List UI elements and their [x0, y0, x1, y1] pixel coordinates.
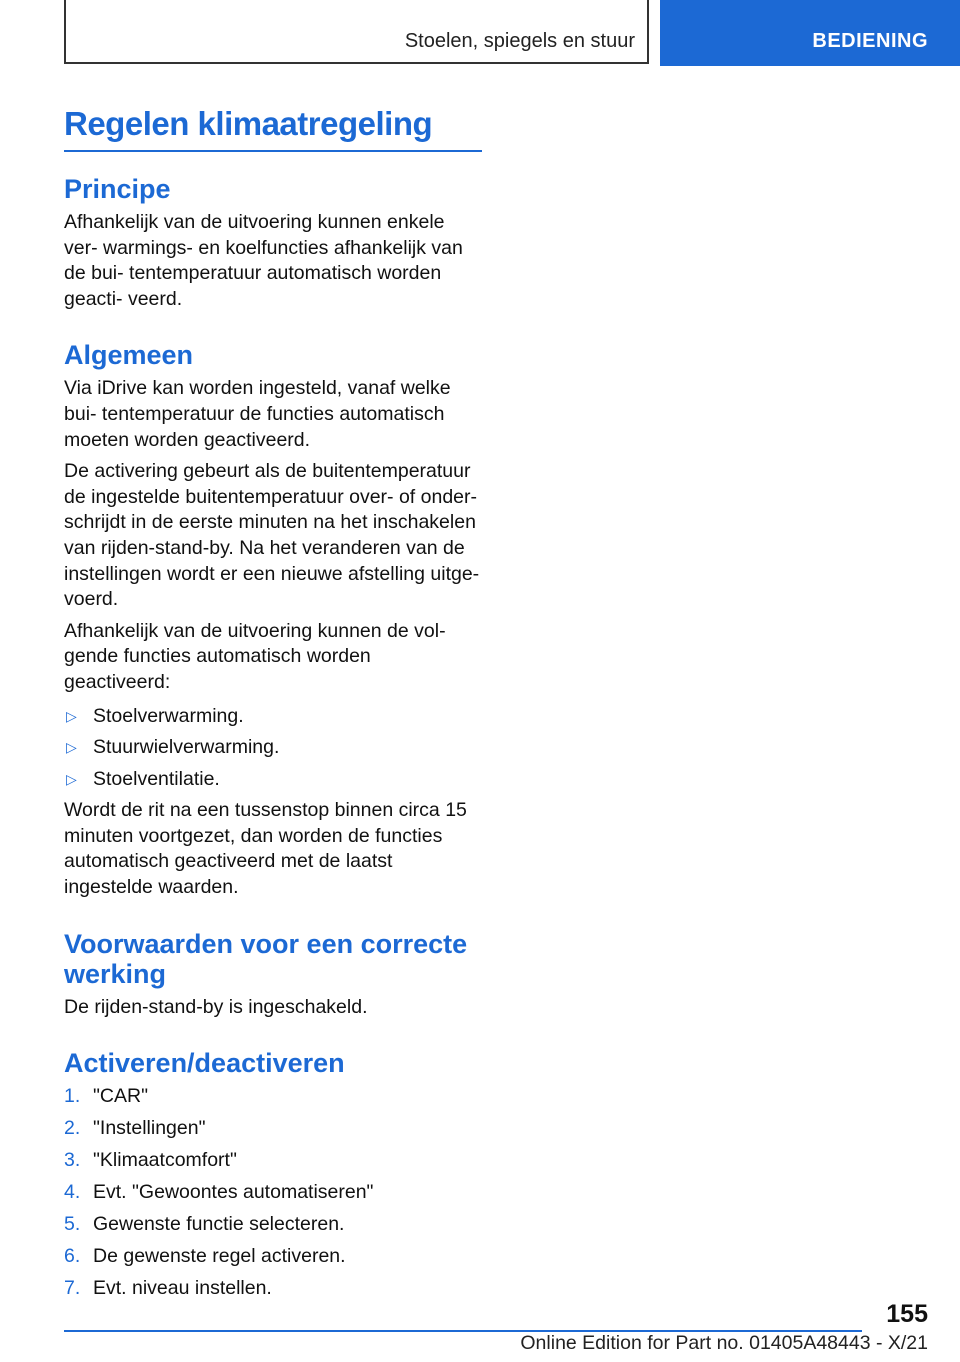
- section-title: BEDIENING: [812, 30, 928, 52]
- footer-edition: Online Edition for Part no. 01405A48443 - X/21: [520, 1332, 928, 1354]
- step-number: 1.: [64, 1085, 81, 1108]
- step-number: 6.: [64, 1245, 81, 1268]
- chapter-title: Stoelen, spiegels en stuur: [404, 30, 635, 52]
- paragraph: De activering gebeurt als de buitentemperatuur de ingestelde buitentemperatuur over- of onder- schrijdt in de eerste minuten na het inschakelen van rijden-stand-by. Na het veranderen van de instellingen wordt er een nieuwe afstelling uitge- voerd.: [64, 460, 480, 611]
- page-number: 155: [886, 1300, 928, 1328]
- function-list: [64, 704, 482, 793]
- paragraph: De rijden-stand-by is ingeschakeld.: [64, 995, 368, 1018]
- section-algemeen: [64, 340, 482, 900]
- page-title: Regelen klimaatregeling: [64, 105, 433, 142]
- header-chapter-box: [64, 0, 649, 64]
- section-activeren: [64, 1048, 482, 1302]
- step-item: 7. Evt. niveau instellen.: [64, 1276, 482, 1302]
- list-item: ▷ Stoelventilatie.: [64, 767, 482, 793]
- title-divider: [64, 150, 482, 152]
- main-content: [64, 104, 482, 1308]
- heading-algemeen: Algemeen: [64, 340, 194, 371]
- step-item: 4. Evt. "Gewoontes automatiseren": [64, 1180, 482, 1206]
- step-number: 2.: [64, 1117, 81, 1140]
- list-item: ▷ Stuurwielverwarming.: [64, 735, 482, 761]
- triangle-bullet-icon: ▷: [66, 770, 77, 787]
- paragraph: Via iDrive kan worden ingesteld, vanaf welke bui- tentemperatuur de functies automatisch moeten worden geactiveerd.: [64, 377, 451, 451]
- paragraph: Afhankelijk van de uitvoering kunnen enkele ver- warmings- en koelfuncties afhankelijk van de bui- tentemperatuur automatisch worden geacti- veerd.: [64, 211, 463, 310]
- step-item: 3. "Klimaatcomfort": [64, 1148, 482, 1174]
- triangle-bullet-icon: ▷: [66, 707, 77, 724]
- paragraph: Wordt de rit na een tussenstop binnen circa 15 minuten voortgezet, dan worden de functies automatisch geactiveerd met de laatst ingestelde waarden.: [64, 799, 467, 899]
- step-number: 3.: [64, 1149, 81, 1172]
- step-number: 4.: [64, 1181, 81, 1204]
- section-voorwaarden: [64, 929, 482, 1021]
- header-section-tab: [660, 0, 960, 66]
- heading-activeren: Activeren/deactiveren: [64, 1048, 345, 1079]
- list-item: ▷ Stoelverwarming.: [64, 704, 482, 730]
- step-item: 6. De gewenste regel activeren.: [64, 1244, 482, 1270]
- section-principe: [64, 174, 482, 312]
- step-item: 5. Gewenste functie selecteren.: [64, 1212, 482, 1238]
- step-number: 7.: [64, 1277, 81, 1300]
- step-number: 5.: [64, 1213, 81, 1236]
- triangle-bullet-icon: ▷: [66, 739, 77, 756]
- heading-voorwaarden: Voorwaarden voor een correcte werking: [64, 928, 468, 989]
- step-item: 2. "Instellingen": [64, 1116, 482, 1142]
- heading-principe: Principe: [64, 174, 171, 204]
- step-item: 1. "CAR": [64, 1084, 482, 1110]
- paragraph: Afhankelijk van de uitvoering kunnen de vol- gende functies automatisch worden geactiveerd:: [64, 619, 446, 693]
- step-list: [64, 1084, 482, 1302]
